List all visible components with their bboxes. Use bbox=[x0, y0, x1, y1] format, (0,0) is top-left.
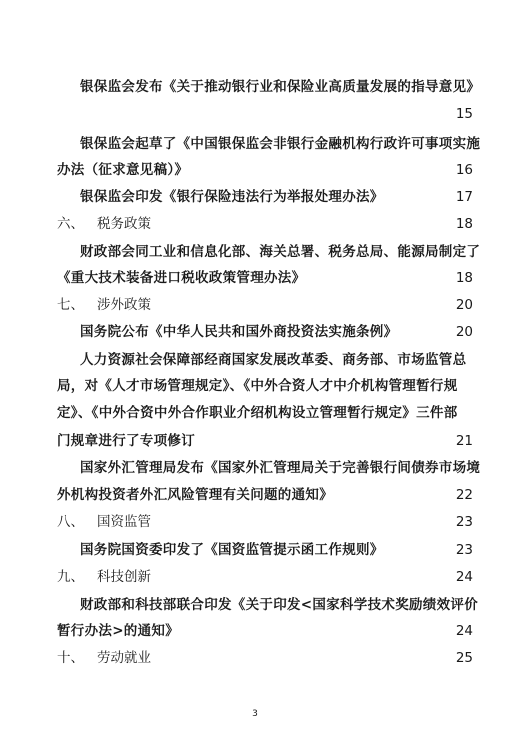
toc-section-heading: 六、 税务政策 bbox=[57, 216, 151, 232]
toc-item-continued: 办法（征求意见稿）》 bbox=[57, 162, 189, 178]
toc-page-number: 16 bbox=[455, 162, 473, 178]
toc-section-heading: 十、 劳动就业 bbox=[57, 650, 151, 666]
toc-item-continued: 定》、《中外合资中外合作职业介绍机构设立管理暂行规定》三件部 bbox=[57, 405, 458, 421]
toc-item-continued: 外机构投资者外汇风险管理有关问题的通知》 bbox=[57, 487, 333, 503]
toc-page-number: 15 bbox=[455, 106, 473, 122]
toc-item-continued: 《重大技术装备进口税收政策管理办法》 bbox=[57, 270, 306, 286]
toc-item: 国务院国资委印发了《国资监管提示函工作规则》 bbox=[80, 542, 384, 558]
toc-page-number: 18 bbox=[455, 270, 473, 286]
toc-item-continued: 局，对《人才市场管理规定》、《中外合资人才中介机构管理暂行规 bbox=[57, 378, 458, 394]
toc-page-number: 24 bbox=[455, 569, 473, 585]
toc-section-heading: 九、 科技创新 bbox=[57, 569, 151, 585]
toc-item-continued: 暂行办法>的通知》 bbox=[57, 623, 180, 639]
toc-item: 财政部会同工业和信息化部、海关总署、税务总局、能源局制定了 bbox=[80, 244, 481, 260]
toc-page-number: 24 bbox=[455, 623, 473, 639]
toc-item: 人力资源社会保障部经商国家发展改革委、商务部、市场监管总 bbox=[80, 352, 467, 368]
toc-page-number: 22 bbox=[455, 487, 473, 503]
toc-page-number: 20 bbox=[455, 324, 473, 340]
toc-page-number: 23 bbox=[455, 514, 473, 530]
toc-page-number: 17 bbox=[455, 189, 473, 205]
footer-page-number: 3 bbox=[252, 709, 258, 719]
toc-item: 银保监会起草了《中国银保监会非银行金融机构行政许可事项实施 bbox=[80, 136, 481, 152]
toc-page-number: 18 bbox=[455, 216, 473, 232]
toc-section-heading: 七、 涉外政策 bbox=[57, 297, 151, 313]
toc-item-continued: 门规章进行了专项修订 bbox=[57, 433, 195, 449]
toc-page-number: 20 bbox=[455, 297, 473, 313]
toc-item: 财政部和科技部联合印发《关于印发<国家科学技术奖励绩效评价 bbox=[80, 597, 479, 613]
toc-item: 国务院公布《中华人民共和国外商投资法实施条例》 bbox=[80, 324, 398, 340]
toc-page-number: 23 bbox=[455, 542, 473, 558]
toc-item: 国家外汇管理局发布《国家外汇管理局关于完善银行间债券市场境 bbox=[80, 460, 481, 476]
toc-item: 银保监会发布《关于推动银行业和保险业高质量发展的指导意见》 bbox=[80, 79, 481, 95]
toc-page-number: 25 bbox=[455, 650, 473, 666]
toc-page-number: 21 bbox=[455, 433, 473, 449]
toc-section-heading: 八、 国资监管 bbox=[57, 514, 151, 530]
toc-item: 银保监会印发《银行保险违法行为举报处理办法》 bbox=[80, 189, 384, 205]
